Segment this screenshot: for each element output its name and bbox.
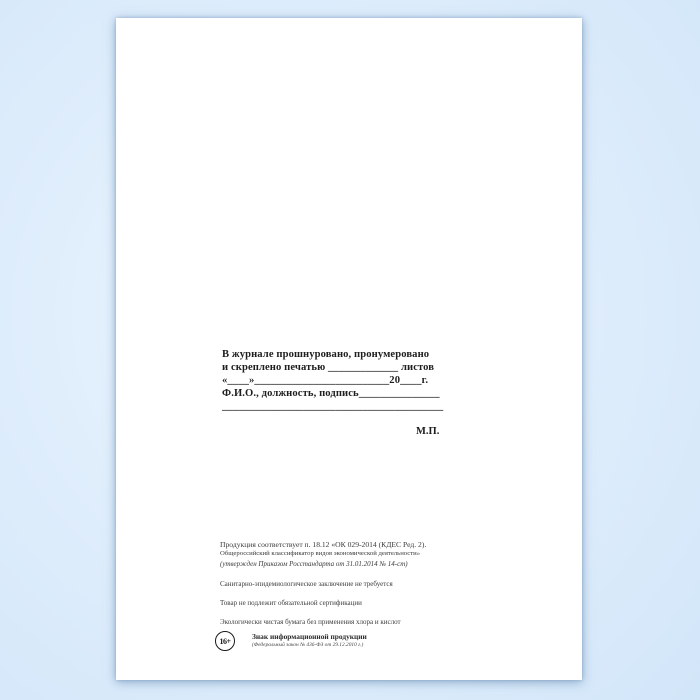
age-mark-row — [215, 631, 367, 651]
certification-statement: Товар не подлежит обязательной сертификации — [220, 599, 362, 607]
binding-line-3: «____»_________________________20____г. — [222, 375, 429, 386]
standard-compliance-line-2: Общероссийский классификатор видов экономической деятельности» — [220, 550, 421, 557]
binding-line-5: _________________________________________ — [222, 401, 444, 412]
ecology-statement: Экологически чистая бумага без применения хлора и кислот — [220, 618, 401, 626]
stamp-placeholder: М.П. — [416, 426, 440, 437]
binding-certification-block — [222, 348, 444, 413]
age-mark-title: Знак информационной продукции — [252, 632, 367, 641]
binding-line-4: Ф.И.О., должность, подпись_______________ — [222, 388, 440, 399]
journal-back-page — [116, 18, 582, 680]
age-mark-text — [252, 633, 367, 649]
binding-line-1: В журнале прошнуровано, пронумеровано — [222, 349, 430, 360]
compliance-block — [220, 540, 460, 626]
standard-compliance-line-1: Продукция соответствует п. 18.12 «ОК 029-2014 (КДЕС Ред. 2). — [220, 540, 427, 549]
sanitary-statement: Санитарно-эпидемиологическое заключение не требуется — [220, 580, 393, 588]
standard-compliance-line-3: (утвержден Приказом Росстандарта от 31.01.2014 № 14-ст) — [220, 560, 408, 568]
binding-line-2: и скреплено печатью _____________ листов — [222, 362, 435, 373]
age-16-plus-icon: 16+ — [215, 631, 235, 651]
age-mark-law-reference: (Федеральный закон № 436-ФЗ от 29.12.2010 г.) — [252, 642, 364, 648]
